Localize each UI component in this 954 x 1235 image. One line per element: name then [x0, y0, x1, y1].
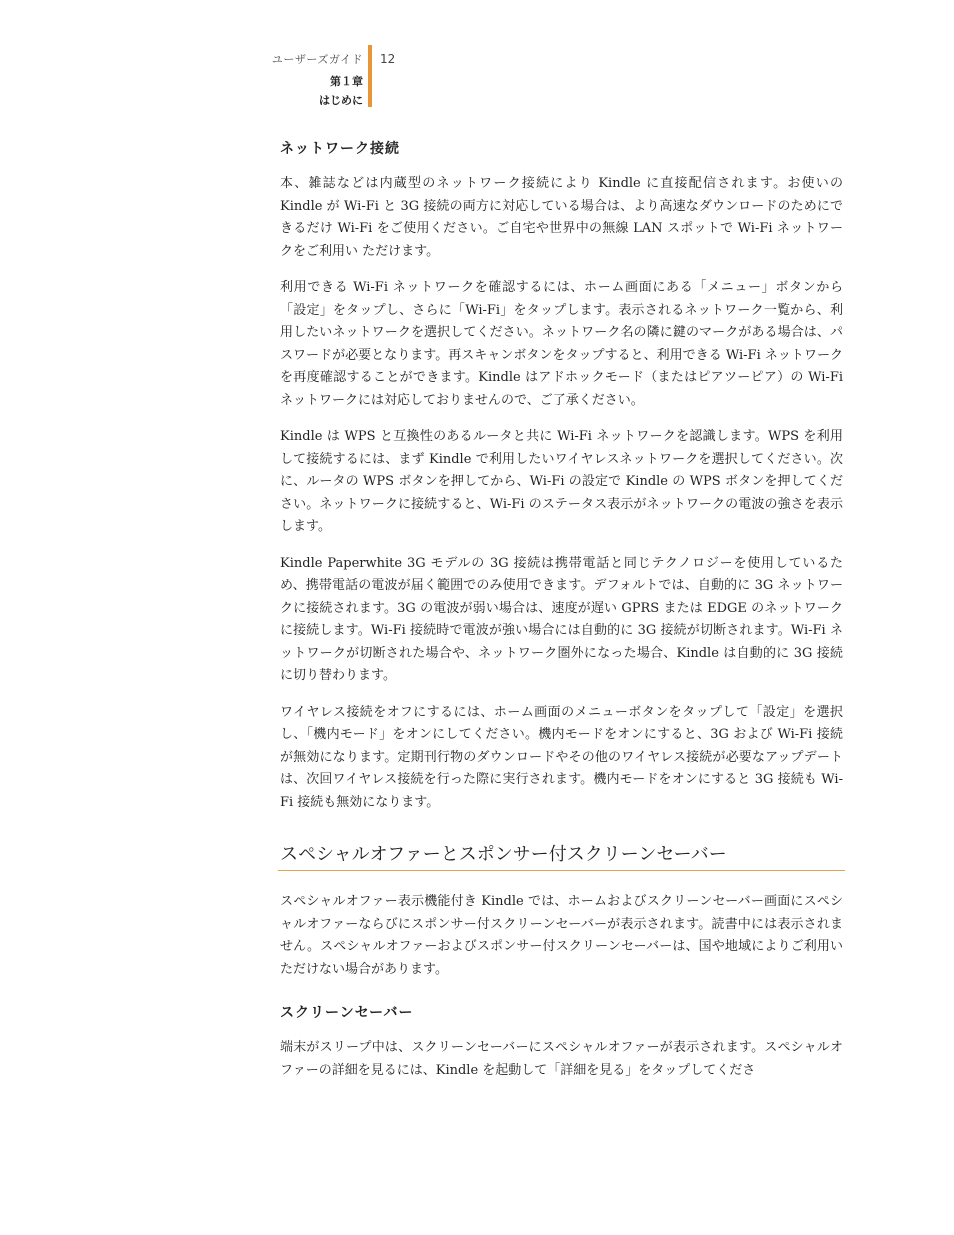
- offers-heading: スペシャルオファーとスポンサー付スクリーンセーバー: [278, 842, 845, 871]
- offers-paragraph: スペシャルオファー表示機能付き Kindle では、ホームおよびスクリーンセーバー画面にスペシャルオファーならびにスポンサー付スクリーンセーバーが表示されます。読書中には表示されません。スペシャルオファーおよびスポンサー付スクリーンセーバーは、国や地域によりご利用いただけない場合があります。: [280, 894, 843, 977]
- page-number: 12: [380, 52, 396, 66]
- chapter-title: はじめに: [319, 94, 363, 107]
- network-paragraph-5: ワイヤレス接続をオフにするには、ホーム画面のメニューボタンをタップして「設定」を選択し、「機内モード」をオンにしてください。機内モードをオンにすると、3G および Wi-Fi 接続が無効になります。定期刊行物のダウンロードやその他のワイヤレス接続が必要なアップデートは、次回ワイヤレス接続を行った際に実行されます。機内モードをオンにすると 3G 接続も Wi-Fi 接続も無効になります。: [280, 704, 843, 810]
- guide-label: ユーザーズガイド: [271, 53, 363, 66]
- chapter-number: 第１章: [330, 75, 363, 88]
- network-paragraph-2: 利用できる Wi-Fi ネットワークを確認するには、ホーム画面にある「メニュー」ボタンから「設定」をタップし、さらに「Wi-Fi」をタップします。表示されるネットワーク一覧から、利用したいネットワークを選択してください。ネットワーク名の隣に鍵のマークがある場合は、パスワードが必要となります。再スキャンボタンをタップすると、利用できる Wi-Fi ネットワークを再度確認することができます。Kindle はアドホックモード（またはピアツーピア）の Wi-Fi ネットワークには対応しておりませんので、ご了承ください。: [280, 280, 843, 408]
- network-heading: ネットワーク接続: [280, 141, 400, 157]
- page-content: [280, 133, 843, 1096]
- header-accent-bar: [368, 45, 372, 107]
- network-paragraph-1: 本、雑誌などは内蔵型のネットワーク接続により Kindle に直接配信されます。お使いの Kindle が Wi-Fi と 3G 接続の両方に対応している場合は、より高速なダウンロードのためにできるだけ Wi-Fi をご使用ください。ご自宅や世界中の無線 LAN スポットで Wi-Fi ネットワークをご利用い ただけます。: [280, 176, 843, 259]
- screensaver-paragraph: 端末がスリープ中は、スクリーンセーバーにスペシャルオファーが表示されます。スペシャルオファーの詳細を見るには、Kindle を起動して「詳細を見る」をタップしてくださ: [280, 1040, 843, 1078]
- network-paragraph-4: Kindle Paperwhite 3G モデルの 3G 接続は携帯電話と同じテクノロジーを使用しているため、携帯電話の電波が届く範囲でのみ使用できます。デフォルトでは、自動的に 3G ネットワークに接続されます。3G の電波が弱い場合は、速度が遅い GPRS または EDGE のネットワークに接続します。Wi-Fi 接続時で電波が強い場合には自動的に 3G 接続が切断されます。Wi-Fi ネットワークが切断された場合や、ネットワーク圏外になった場合、Kindle は自動的に 3G 接続に切り替わります。: [280, 555, 843, 683]
- network-paragraph-3: Kindle は WPS と互換性のあるルータと共に Wi-Fi ネットワークを認識します。WPS を利用して接続するには、まず Kindle で利用したいワイヤレスネットワークを選択してください。次に、ルータの WPS ボタンを押してから、Wi-Fi の設定で Kindle の WPS ボタンを押してください。ネットワークに接続すると、Wi-Fi のステータス表示がネットワークの電波の強さを表示します。: [280, 429, 843, 534]
- header-labels: [272, 50, 363, 110]
- page-header: [0, 45, 954, 109]
- screensaver-heading: スクリーンセーバー: [280, 1005, 414, 1021]
